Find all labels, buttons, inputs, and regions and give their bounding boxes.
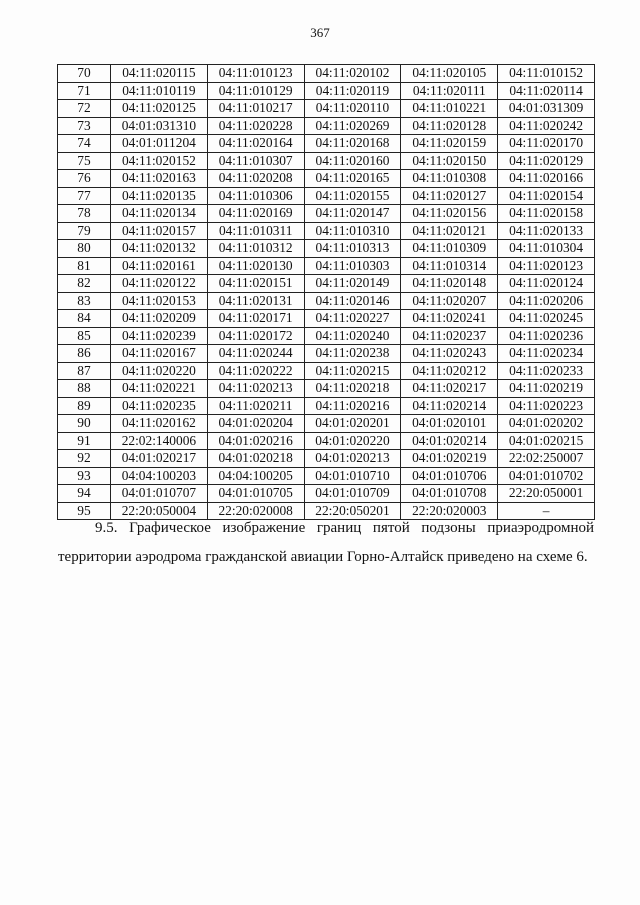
row-number-cell: 76 <box>58 170 111 188</box>
table-row <box>58 187 595 205</box>
table-row <box>58 397 595 415</box>
cadastral-number-cell: 04:11:010313 <box>304 240 401 258</box>
cadastral-number-cell: 04:11:020171 <box>207 310 304 328</box>
cadastral-number-cell: 04:11:010308 <box>401 170 498 188</box>
row-number-cell: 95 <box>58 502 111 520</box>
cadastral-number-cell: 04:11:010217 <box>207 100 304 118</box>
row-number-cell: 85 <box>58 327 111 345</box>
cadastral-number-cell: 04:11:020128 <box>401 117 498 135</box>
cadastral-number-cell: 04:11:020212 <box>401 362 498 380</box>
cadastral-number-cell: 04:11:020209 <box>111 310 208 328</box>
cadastral-number-cell: 04:11:020219 <box>498 380 595 398</box>
row-number-cell: 71 <box>58 82 111 100</box>
row-number-cell: 80 <box>58 240 111 258</box>
table-row <box>58 362 595 380</box>
cadastral-number-cell: 04:11:020234 <box>498 345 595 363</box>
table-row <box>58 222 595 240</box>
row-number-cell: 74 <box>58 135 111 153</box>
cadastral-number-cell: 04:11:020162 <box>111 415 208 433</box>
cadastral-number-cell: 04:11:020172 <box>207 327 304 345</box>
table-row <box>58 205 595 223</box>
table-row <box>58 327 595 345</box>
cadastral-number-cell: 04:11:020154 <box>498 187 595 205</box>
cadastral-number-cell: 04:11:020129 <box>498 152 595 170</box>
table-row <box>58 257 595 275</box>
cadastral-number-cell: 04:11:020161 <box>111 257 208 275</box>
table-row <box>58 82 595 100</box>
cadastral-number-cell: 04:11:020114 <box>498 82 595 100</box>
cadastral-number-cell: 04:11:010221 <box>401 100 498 118</box>
cadastral-number-cell: 04:11:020165 <box>304 170 401 188</box>
cadastral-number-cell: 04:11:020115 <box>111 65 208 83</box>
cadastral-number-cell: 22:02:140006 <box>111 432 208 450</box>
row-number-cell: 79 <box>58 222 111 240</box>
cadastral-number-cell: 04:11:020235 <box>111 397 208 415</box>
cadastral-number-cell: 04:11:010309 <box>401 240 498 258</box>
row-number-cell: 93 <box>58 467 111 485</box>
table-row <box>58 100 595 118</box>
cadastral-number-cell: 04:01:010710 <box>304 467 401 485</box>
table-row <box>58 275 595 293</box>
row-number-cell: 81 <box>58 257 111 275</box>
cadastral-number-cell: 04:11:010123 <box>207 65 304 83</box>
row-number-cell: 78 <box>58 205 111 223</box>
cadastral-number-cell: 04:01:020219 <box>401 450 498 468</box>
cadastral-number-cell: 04:11:020111 <box>401 82 498 100</box>
row-number-cell: 87 <box>58 362 111 380</box>
cadastral-number-cell: 04:11:020170 <box>498 135 595 153</box>
cadastral-number-cell: 04:11:010312 <box>207 240 304 258</box>
cadastral-number-cell: 22:20:020008 <box>207 502 304 520</box>
cadastral-number-cell: 04:01:020101 <box>401 415 498 433</box>
cadastral-number-cell: – <box>498 502 595 520</box>
cadastral-numbers-table <box>57 64 595 520</box>
cadastral-number-cell: 04:11:010307 <box>207 152 304 170</box>
cadastral-number-cell: 04:11:020164 <box>207 135 304 153</box>
cadastral-number-cell: 04:11:020110 <box>304 100 401 118</box>
cadastral-number-cell: 04:11:020135 <box>111 187 208 205</box>
cadastral-number-cell: 04:11:020220 <box>111 362 208 380</box>
row-number-cell: 89 <box>58 397 111 415</box>
cadastral-number-cell: 04:11:010119 <box>111 82 208 100</box>
row-number-cell: 91 <box>58 432 111 450</box>
row-number-cell: 88 <box>58 380 111 398</box>
cadastral-number-cell: 04:01:020201 <box>304 415 401 433</box>
table-row <box>58 292 595 310</box>
table-row <box>58 345 595 363</box>
cadastral-number-cell: 04:11:020146 <box>304 292 401 310</box>
row-number-cell: 94 <box>58 485 111 503</box>
cadastral-number-cell: 04:11:020211 <box>207 397 304 415</box>
cadastral-number-cell: 04:11:020269 <box>304 117 401 135</box>
table-row <box>58 240 595 258</box>
table-row <box>58 450 595 468</box>
cadastral-number-cell: 04:11:020214 <box>401 397 498 415</box>
cadastral-number-cell: 04:11:010129 <box>207 82 304 100</box>
cadastral-number-cell: 04:11:010306 <box>207 187 304 205</box>
cadastral-number-cell: 04:11:020119 <box>304 82 401 100</box>
cadastral-number-cell: 04:11:020217 <box>401 380 498 398</box>
cadastral-number-cell: 04:11:020153 <box>111 292 208 310</box>
cadastral-number-cell: 04:01:020216 <box>207 432 304 450</box>
cadastral-number-cell: 04:01:020218 <box>207 450 304 468</box>
cadastral-number-cell: 04:01:010706 <box>401 467 498 485</box>
cadastral-number-cell: 04:11:020149 <box>304 275 401 293</box>
cadastral-number-cell: 04:11:020105 <box>401 65 498 83</box>
table-row <box>58 170 595 188</box>
row-number-cell: 84 <box>58 310 111 328</box>
cadastral-number-cell: 04:01:020204 <box>207 415 304 433</box>
cadastral-number-cell: 04:11:020127 <box>401 187 498 205</box>
cadastral-number-cell: 04:11:020157 <box>111 222 208 240</box>
row-number-cell: 77 <box>58 187 111 205</box>
row-number-cell: 72 <box>58 100 111 118</box>
cadastral-number-cell: 04:11:020166 <box>498 170 595 188</box>
cadastral-number-cell: 04:11:020150 <box>401 152 498 170</box>
cadastral-number-cell: 04:11:020132 <box>111 240 208 258</box>
cadastral-number-cell: 04:11:020147 <box>304 205 401 223</box>
row-number-cell: 86 <box>58 345 111 363</box>
cadastral-number-cell: 04:11:020239 <box>111 327 208 345</box>
cadastral-number-cell: 04:11:020218 <box>304 380 401 398</box>
table-row <box>58 310 595 328</box>
cadastral-number-cell: 04:01:031309 <box>498 100 595 118</box>
row-number-cell: 82 <box>58 275 111 293</box>
cadastral-number-cell: 22:02:250007 <box>498 450 595 468</box>
cadastral-number-cell: 22:20:050201 <box>304 502 401 520</box>
cadastral-number-cell: 04:11:020242 <box>498 117 595 135</box>
cadastral-number-cell: 04:01:010707 <box>111 485 208 503</box>
cadastral-number-cell: 04:11:020156 <box>401 205 498 223</box>
cadastral-number-cell: 04:11:020123 <box>498 257 595 275</box>
cadastral-number-cell: 04:11:020243 <box>401 345 498 363</box>
table-row <box>58 65 595 83</box>
cadastral-number-cell: 04:11:010310 <box>304 222 401 240</box>
cadastral-number-cell: 04:11:020216 <box>304 397 401 415</box>
cadastral-number-cell: 04:11:020148 <box>401 275 498 293</box>
table-row <box>58 152 595 170</box>
cadastral-number-cell: 04:01:020220 <box>304 432 401 450</box>
cadastral-number-cell: 04:11:020207 <box>401 292 498 310</box>
cadastral-number-cell: 04:01:020215 <box>498 432 595 450</box>
cadastral-number-cell: 04:11:010303 <box>304 257 401 275</box>
cadastral-number-cell: 22:20:050001 <box>498 485 595 503</box>
cadastral-number-cell: 04:01:010709 <box>304 485 401 503</box>
row-number-cell: 75 <box>58 152 111 170</box>
cadastral-number-cell: 04:11:020236 <box>498 327 595 345</box>
cadastral-number-cell: 04:01:020213 <box>304 450 401 468</box>
cadastral-number-cell: 04:11:020152 <box>111 152 208 170</box>
cadastral-number-cell: 04:11:020241 <box>401 310 498 328</box>
table-row <box>58 380 595 398</box>
cadastral-number-cell: 04:11:020160 <box>304 152 401 170</box>
cadastral-number-cell: 04:11:020208 <box>207 170 304 188</box>
cadastral-number-cell: 04:11:010311 <box>207 222 304 240</box>
cadastral-number-cell: 04:11:020223 <box>498 397 595 415</box>
row-number-cell: 70 <box>58 65 111 83</box>
cadastral-number-cell: 04:11:020227 <box>304 310 401 328</box>
cadastral-number-cell: 04:01:020202 <box>498 415 595 433</box>
cadastral-number-cell: 04:11:020151 <box>207 275 304 293</box>
section-paragraph: 9.5. Графическое изображение границ пятой подзоны приаэродромной территории аэродрома гражданской авиации Горно-Алтайск приведено на схеме 6. <box>58 520 594 565</box>
cadastral-number-cell: 04:01:010708 <box>401 485 498 503</box>
cadastral-number-cell: 04:11:020134 <box>111 205 208 223</box>
cadastral-number-cell: 22:20:020003 <box>401 502 498 520</box>
cadastral-number-cell: 04:11:020169 <box>207 205 304 223</box>
cadastral-number-cell: 04:11:020240 <box>304 327 401 345</box>
table-row <box>58 467 595 485</box>
cadastral-number-cell: 04:11:020228 <box>207 117 304 135</box>
cadastral-number-cell: 04:11:020244 <box>207 345 304 363</box>
cadastral-number-cell: 04:11:010314 <box>401 257 498 275</box>
cadastral-number-cell: 04:11:020221 <box>111 380 208 398</box>
table-row <box>58 415 595 433</box>
cadastral-number-cell: 04:11:020125 <box>111 100 208 118</box>
cadastral-number-cell: 04:11:020245 <box>498 310 595 328</box>
cadastral-number-cell: 04:11:020159 <box>401 135 498 153</box>
cadastral-number-cell: 04:01:011204 <box>111 135 208 153</box>
cadastral-number-cell: 04:11:020102 <box>304 65 401 83</box>
table-row <box>58 485 595 503</box>
cadastral-number-cell: 04:11:020167 <box>111 345 208 363</box>
cadastral-number-cell: 04:11:020121 <box>401 222 498 240</box>
cadastral-number-cell: 04:11:020124 <box>498 275 595 293</box>
cadastral-number-cell: 04:01:020214 <box>401 432 498 450</box>
cadastral-number-cell: 04:11:020168 <box>304 135 401 153</box>
cadastral-number-cell: 22:20:050004 <box>111 502 208 520</box>
row-number-cell: 83 <box>58 292 111 310</box>
cadastral-number-cell: 04:11:020122 <box>111 275 208 293</box>
table-row <box>58 117 595 135</box>
cadastral-number-cell: 04:11:020238 <box>304 345 401 363</box>
cadastral-number-cell: 04:11:020237 <box>401 327 498 345</box>
cadastral-number-cell: 04:11:020213 <box>207 380 304 398</box>
cadastral-number-cell: 04:01:031310 <box>111 117 208 135</box>
cadastral-number-cell: 04:01:020217 <box>111 450 208 468</box>
cadastral-number-cell: 04:11:020222 <box>207 362 304 380</box>
row-number-cell: 92 <box>58 450 111 468</box>
table-row <box>58 135 595 153</box>
cadastral-number-cell: 04:11:020133 <box>498 222 595 240</box>
cadastral-number-cell: 04:04:100205 <box>207 467 304 485</box>
row-number-cell: 73 <box>58 117 111 135</box>
cadastral-number-cell: 04:11:020215 <box>304 362 401 380</box>
cadastral-number-cell: 04:11:020131 <box>207 292 304 310</box>
cadastral-number-cell: 04:11:010304 <box>498 240 595 258</box>
table-body <box>58 65 595 520</box>
row-number-cell: 90 <box>58 415 111 433</box>
page-number: 367 <box>310 25 330 40</box>
cadastral-number-cell: 04:11:020206 <box>498 292 595 310</box>
cadastral-number-cell: 04:11:020163 <box>111 170 208 188</box>
table-row <box>58 432 595 450</box>
cadastral-number-cell: 04:04:100203 <box>111 467 208 485</box>
cadastral-number-cell: 04:01:010702 <box>498 467 595 485</box>
cadastral-number-cell: 04:11:020130 <box>207 257 304 275</box>
cadastral-number-cell: 04:11:020233 <box>498 362 595 380</box>
cadastral-number-cell: 04:11:010152 <box>498 65 595 83</box>
cadastral-number-cell: 04:11:020158 <box>498 205 595 223</box>
cadastral-number-cell: 04:11:020155 <box>304 187 401 205</box>
cadastral-number-cell: 04:01:010705 <box>207 485 304 503</box>
